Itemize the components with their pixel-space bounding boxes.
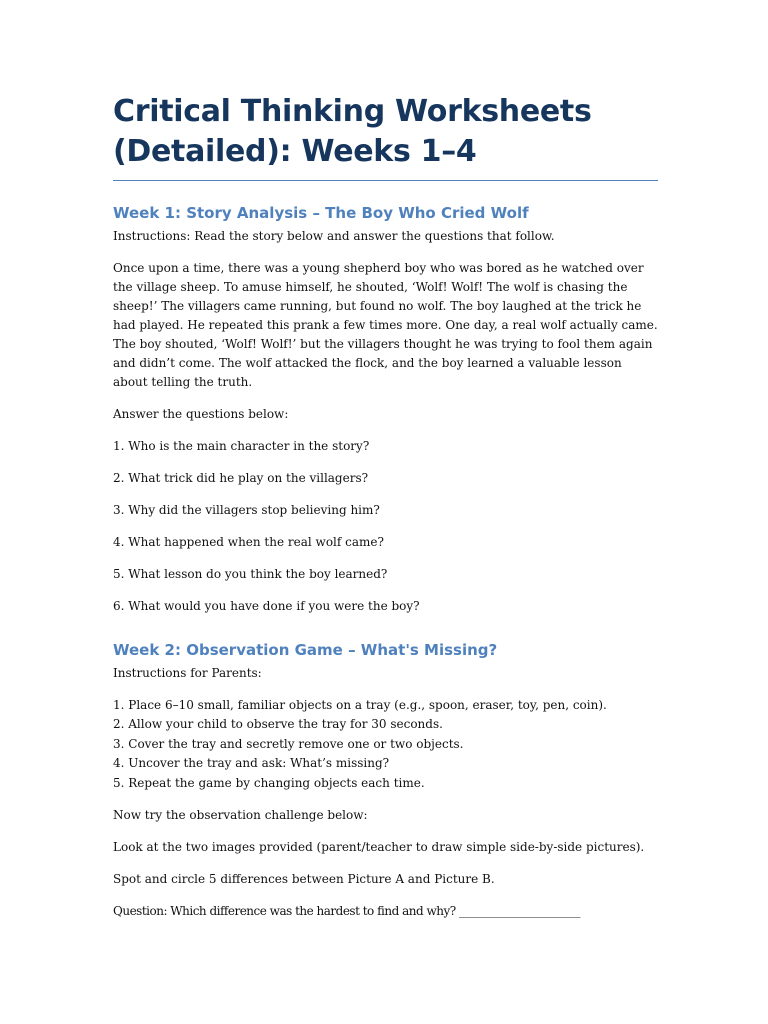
week2-challenge-intro: Now try the observation challenge below:: [113, 808, 368, 823]
list-item: 4. Uncover the tray and ask: What’s missing?: [113, 756, 390, 771]
list-item: 6. What would you have done if you were the boy?: [113, 599, 420, 613]
week1-story: Once upon a time, there was a young shepherd boy who was bored as he watched over the village sheep. To amuse himself, he shouted, ‘Wolf! Wolf! The wolf is chasing the sheep!’ The villagers came running, but found no wolf. The boy laughed at the trick he had played. He repeated this prank a few times more. One day, a real wolf actually came. The boy shouted, ‘Wolf! Wolf!’ but the villagers thought he was trying to fool them again and didn’t come. The wolf attacked the flock, and the boy learned a valuable lesson about telling the truth.: [113, 261, 658, 389]
list-item: 1. Who is the main character in the story?: [113, 439, 370, 453]
list-item: 5. Repeat the game by changing objects each time.: [113, 775, 425, 790]
week1-instructions: Instructions: Read the story below and answer the questions that follow.: [113, 229, 555, 243]
week1-answer-prompt: Answer the questions below:: [113, 407, 289, 421]
week2-instructions: Instructions for Parents:: [113, 666, 262, 680]
week2-question: Question: Which difference was the hardest to find and why? ______________________: [113, 904, 581, 919]
week2-spot-instruction: Spot and circle 5 differences between Picture A and Picture B.: [113, 872, 495, 887]
week1-heading: Week 1: Story Analysis – The Boy Who Cried Wolf: [113, 204, 529, 222]
list-item: 3. Why did the villagers stop believing him?: [113, 503, 380, 517]
list-item: 2. What trick did he play on the villagers?: [113, 471, 369, 485]
week1-question-list: [113, 437, 658, 616]
list-item: 3. Cover the tray and secretly remove one or two objects.: [113, 736, 464, 751]
document-content: [113, 92, 658, 921]
week2-step-list: [113, 696, 658, 793]
list-item: 1. Place 6–10 small, familiar objects on a tray (e.g., spoon, eraser, toy, pen, coin).: [113, 698, 607, 712]
week2-look-instruction: Look at the two images provided (parent/teacher to draw simple side-by-side pictures).: [113, 840, 645, 855]
week2-heading: Week 2: Observation Game – What's Missing?: [113, 641, 498, 659]
list-item: 4. What happened when the real wolf came?: [113, 535, 384, 549]
list-item: 5. What lesson do you think the boy learned?: [113, 567, 388, 581]
list-item: 2. Allow your child to observe the tray for 30 seconds.: [113, 717, 443, 732]
page-title: Critical Thinking Worksheets (Detailed): Weeks 1–4: [113, 92, 658, 181]
